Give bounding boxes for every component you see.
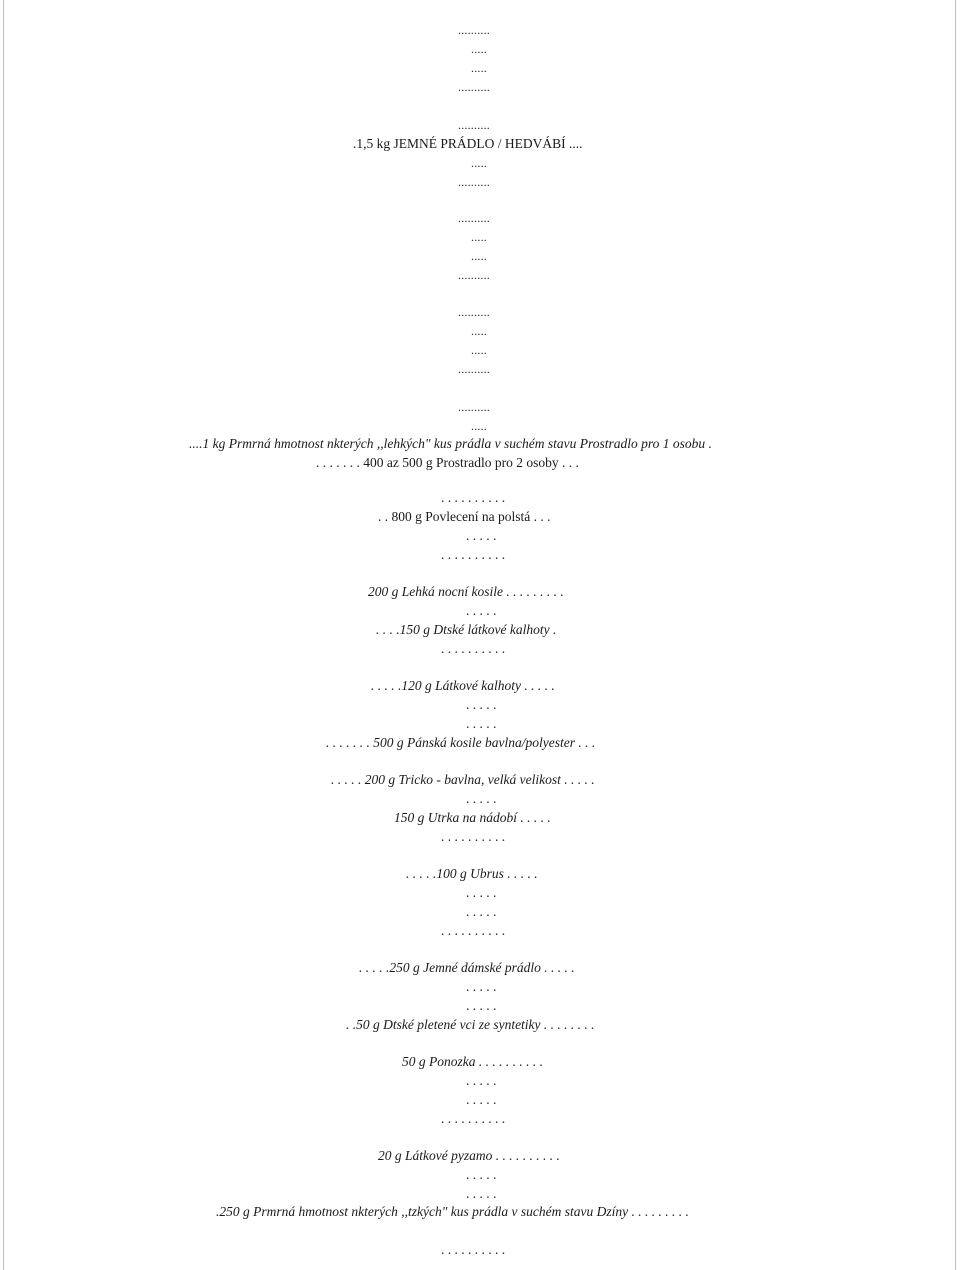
text-line: . . . . . . . . . . (441, 547, 506, 562)
text-line: . . . . . . . . . . (441, 1111, 506, 1126)
heavy-items-line: .250 g Prmrná hmotnost nkterých ,,tzkých" kus prádla v suchém stavu Dzíny . . . . . . . . . (216, 1204, 689, 1219)
text-line: ..... (471, 249, 487, 263)
item-sock: 50 g Ponozka . . . . . . . . . . (402, 1054, 543, 1069)
text-line: . . . . . (466, 1073, 497, 1088)
text-line: .......... (458, 175, 490, 189)
text-line: . . . . . . . . . . (441, 490, 506, 505)
intro-line: ....1 kg Prmrná hmotnost nkterých ,,lehkých" kus prádla v suchém stavu Prostradlo pro 1 osobu . (189, 436, 712, 451)
text-line: . . . . . (466, 697, 497, 712)
item-dish-towel: 150 g Utrka na nádobí . . . . . (394, 810, 551, 825)
text-line: .......... (458, 400, 490, 414)
item-pillowcase: . . 800 g Povlecení na polstá . . . (378, 509, 551, 524)
text-line: . . . . . (466, 904, 497, 919)
text-line: . . . . . (466, 528, 497, 543)
section-heading: .1,5 kg JEMNÉ PRÁDLO / HEDVÁBÍ .... (353, 136, 583, 151)
text-line: ..... (471, 61, 487, 75)
left-border-line (3, 0, 4, 1270)
text-line: .......... (458, 80, 490, 94)
text-line: . . . . . . . . . . (441, 829, 506, 844)
text-line: . . . . . (466, 979, 497, 994)
item-pajamas: 20 g Látkové pyzamo . . . . . . . . . . (378, 1148, 560, 1163)
text-line: . . . . . . . . . . (441, 1242, 506, 1257)
item-cloth-trousers: . . . . .120 g Látkové kalhoty . . . . . (371, 678, 555, 693)
text-line: ..... (471, 419, 487, 433)
text-line: . . . . . (466, 885, 497, 900)
item-child-knitwear: . .50 g Dtské pletené vci ze syntetiky . . . . . . . . (346, 1017, 595, 1032)
text-line: ..... (471, 42, 487, 56)
item-nightgown: 200 g Lehká nocní kosile . . . . . . . . . (368, 584, 564, 599)
right-border-line (955, 0, 956, 1270)
text-line: . . . . . . . 400 az 500 g Prostradlo pro 2 osoby . . . (316, 455, 579, 470)
text-line: .......... (458, 305, 490, 319)
text-line: .......... (458, 23, 490, 37)
text-line: ..... (471, 156, 487, 170)
text-line: . . . . . (466, 1092, 497, 1107)
text-line: . . . . . (466, 998, 497, 1013)
text-line: ..... (471, 230, 487, 244)
text-line: ..... (471, 324, 487, 338)
text-line: .......... (458, 211, 490, 225)
text-line: . . . . . (466, 1186, 497, 1201)
text-line: . . . . . (466, 791, 497, 806)
item-tablecloth: . . . . .100 g Ubrus . . . . . (406, 866, 538, 881)
text-line: .......... (458, 362, 490, 376)
item-mens-shirt: . . . . . . . 500 g Pánská kosile bavlna/polyester . . . (326, 735, 596, 750)
item-ladies-lingerie: . . . . .250 g Jemné dámské prádlo . . . . . (359, 960, 575, 975)
text-line: . . . . . (466, 716, 497, 731)
text-line: ..... (471, 343, 487, 357)
text-line: . . . . . (466, 603, 497, 618)
text-line: . . . . . (466, 1167, 497, 1182)
text-line: . . . . . . . . . . (441, 641, 506, 656)
text-line: . . . . . . . . . . (441, 923, 506, 938)
text-line: .......... (458, 118, 490, 132)
text-line: .......... (458, 268, 490, 282)
item-child-trousers: . . . .150 g Dtské látkové kalhoty . (376, 622, 557, 637)
item-tshirt: . . . . . 200 g Tricko - bavlna, velká velikost . . . . . (331, 772, 595, 787)
